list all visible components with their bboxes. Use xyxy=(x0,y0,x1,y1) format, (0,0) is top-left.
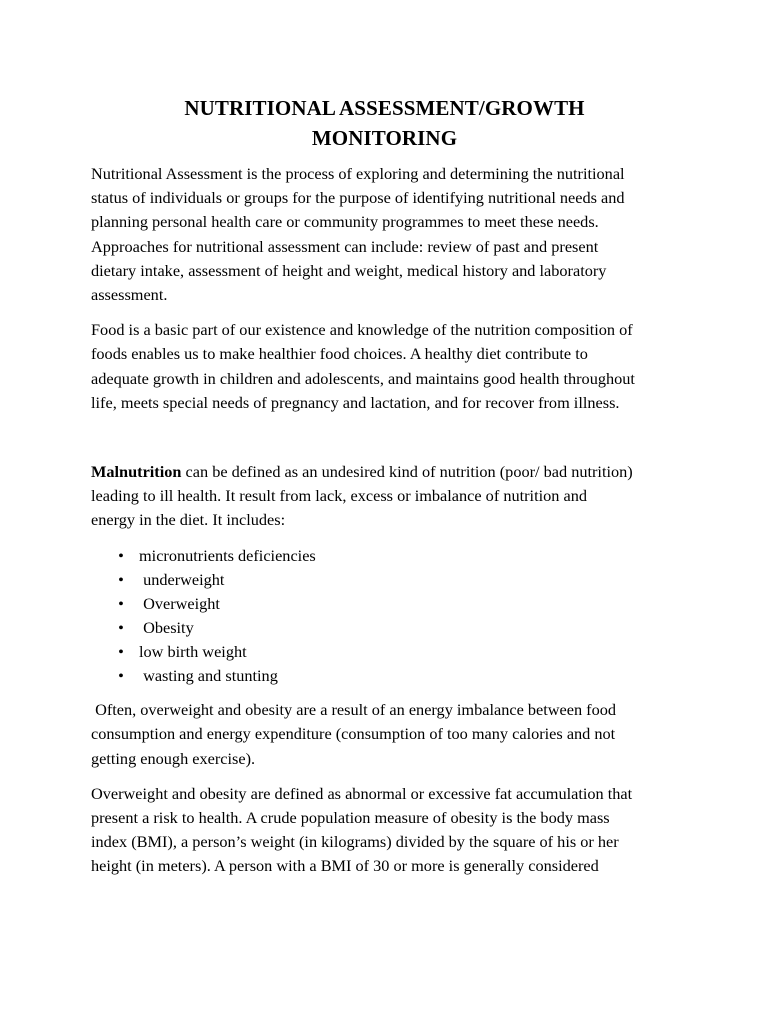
list-item-text: underweight xyxy=(139,569,225,589)
list-item-text: low birth weight xyxy=(139,642,247,662)
text-line: Food is a basic part of our existence and knowledge of the nutrition composition of xyxy=(91,320,633,340)
list-item xyxy=(114,592,678,616)
malnutrition-term: Malnutrition xyxy=(91,462,182,482)
text-line: status of individuals or groups for the purpose of identifying nutritional needs and xyxy=(91,188,625,208)
text-line: getting enough exercise). xyxy=(91,748,256,768)
malnutrition-list xyxy=(91,544,678,689)
text-line: Often, overweight and obesity are a result of an energy imbalance between food xyxy=(91,700,617,720)
text-line xyxy=(91,460,678,484)
paragraph-malnutrition xyxy=(91,460,678,533)
list-item xyxy=(114,568,678,592)
text-line: dietary intake, assessment of height and weight, medical history and laboratory xyxy=(91,260,607,280)
list-item xyxy=(114,640,678,664)
title-line: NUTRITIONAL ASSESSMENT/GROWTH xyxy=(184,96,585,120)
text-line: planning personal health care or community programmes to meet these needs. xyxy=(91,212,599,232)
list-item-text: Obesity xyxy=(139,617,194,637)
list-item xyxy=(114,664,678,688)
text-line: adequate growth in children and adolescents, and maintains good health throughout xyxy=(91,368,635,388)
paragraph-food xyxy=(91,318,678,415)
text-line: index (BMI), a person’s weight (in kilograms) divided by the square of his or her xyxy=(91,832,619,852)
title-line: MONITORING xyxy=(311,126,458,150)
list-item-text: wasting and stunting xyxy=(139,666,278,686)
bullet-icon: • xyxy=(118,593,124,613)
text-line: life, meets special needs of pregnancy and lactation, and for recover from illness. xyxy=(91,392,620,412)
text-line: consumption and energy expenditure (consumption of too many calories and not xyxy=(91,724,616,744)
text-line: present a risk to health. A crude population measure of obesity is the body mass xyxy=(91,808,610,828)
document-title xyxy=(91,93,678,153)
paragraph-obesity-definition xyxy=(91,782,678,879)
list-item-text: Overweight xyxy=(139,593,220,613)
text-line: leading to ill health. It result from lack, excess or imbalance of nutrition and xyxy=(91,486,587,506)
blank-line xyxy=(91,426,678,460)
bullet-icon: • xyxy=(118,642,124,662)
bullet-icon: • xyxy=(118,617,124,637)
text-line: foods enables us to make healthier food choices. A healthy diet contribute to xyxy=(91,344,588,364)
list-item-text: micronutrients deficiencies xyxy=(139,545,316,565)
malnutrition-definition: can be defined as an undesired kind of nutrition (poor/ bad nutrition) xyxy=(181,462,633,482)
list-item xyxy=(114,544,678,568)
text-line: energy in the diet. It includes: xyxy=(91,510,286,530)
text-line: Approaches for nutritional assessment can include: review of past and present xyxy=(91,236,599,256)
paragraph-nutritional-assessment xyxy=(91,162,678,307)
bullet-icon: • xyxy=(118,666,124,686)
text-line: assessment. xyxy=(91,285,168,305)
text-line: Overweight and obesity are defined as abnormal or excessive fat accumulation that xyxy=(91,783,633,803)
paragraph-energy-imbalance xyxy=(91,698,678,771)
bullet-icon: • xyxy=(118,569,124,589)
text-line: height (in meters). A person with a BMI of 30 or more is generally considered xyxy=(91,856,599,876)
text-line: Nutritional Assessment is the process of exploring and determining the nutritional xyxy=(91,164,625,183)
list-item xyxy=(114,616,678,640)
bullet-icon: • xyxy=(118,545,124,565)
